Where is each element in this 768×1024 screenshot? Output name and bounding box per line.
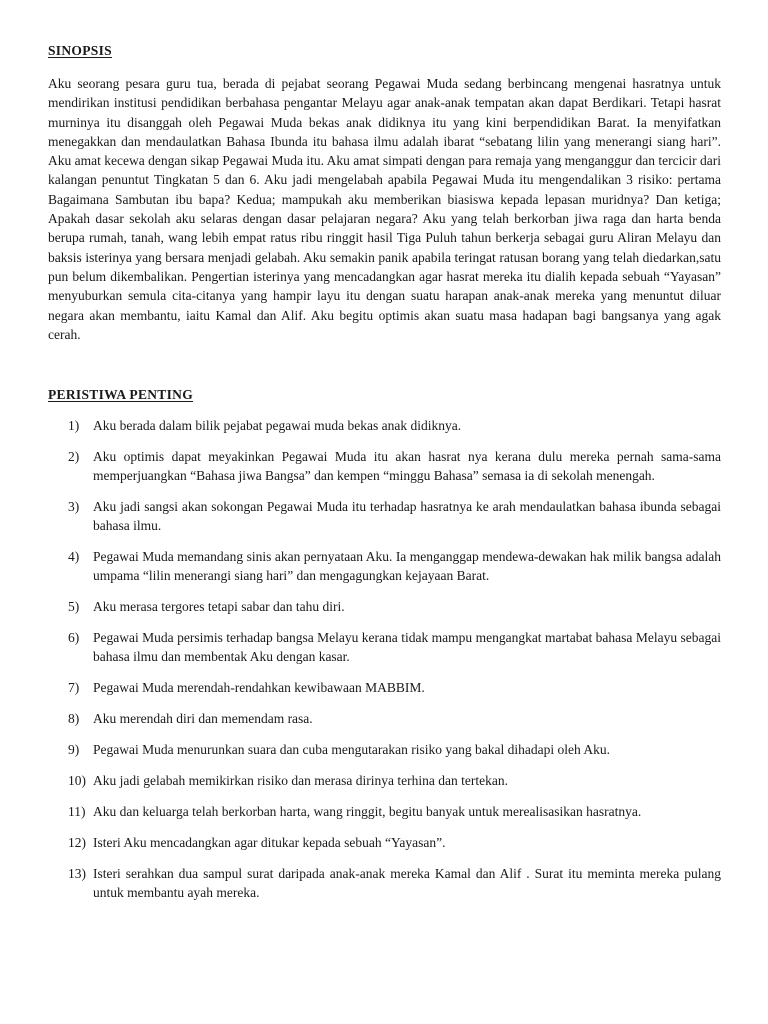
event-text: Pegawai Muda menurunkan suara dan cuba mengutarakan risiko yang bakal dihadapi oleh Aku. [93, 742, 610, 758]
synopsis-heading: SINOPSIS [48, 43, 112, 58]
event-number: 7) [68, 680, 80, 696]
event-number: 5) [68, 599, 80, 615]
event-text: Pegawai Muda memandang sinis akan pernyataan Aku. Ia menganggap mendewa-dewakan hak milik bangsa adalah umpama “lilin menerangi siang hari” dan mengagungkan kejayaan Barat. [93, 549, 721, 584]
event-item-8 [48, 709, 721, 728]
event-item-7 [48, 678, 721, 697]
event-text: Aku merendah diri dan memendam rasa. [93, 711, 313, 727]
event-item-2 [48, 447, 721, 485]
event-item-12 [48, 833, 721, 852]
event-text: Aku jadi sangsi akan sokongan Pegawai Muda itu terhadap hasratnya ke arah mendaulatkan bahasa ibunda sebagai bahasa ilmu. [93, 499, 721, 534]
event-text: Aku merasa tergores tetapi sabar dan tahu diri. [93, 599, 345, 615]
event-text: Isteri serahkan dua sampul surat daripada anak-anak mereka Kamal dan Alif . Surat itu meminta mereka pulang untuk membantu ayah mereka. [93, 866, 721, 901]
event-number: 1) [68, 418, 80, 434]
event-text: Pegawai Muda persimis terhadap bangsa Melayu kerana tidak mampu mengangkat martabat bahasa Melayu sebagai bahasa ilmu dan membentak Aku dengan kasar. [93, 630, 721, 665]
event-item-10 [48, 771, 721, 790]
event-item-11 [48, 802, 721, 821]
event-item-1 [48, 416, 721, 435]
key-events-section [48, 384, 721, 902]
event-text: Aku optimis dapat meyakinkan Pegawai Muda itu akan hasrat nya kerana dulu mereka pernah sama-sama memperjuangkan “Bahasa jiwa Bangsa” dan kempen “minggu Bahasa” semasa ia di sekolah menengah. [93, 449, 721, 484]
event-item-3 [48, 497, 721, 535]
event-item-9 [48, 740, 721, 759]
event-text: Aku jadi gelabah memikirkan risiko dan merasa dirinya terhina dan tertekan. [93, 773, 508, 789]
event-text: Aku berada dalam bilik pejabat pegawai muda bekas anak didiknya. [93, 418, 462, 434]
key-events-heading: PERISTIWA PENTING [48, 387, 194, 403]
event-text: Pegawai Muda merendah-rendahkan kewibawaan MABBIM. [93, 680, 425, 696]
event-number: 8) [68, 711, 80, 727]
event-number: 13) [68, 866, 86, 882]
event-number: 10) [68, 773, 86, 789]
event-number: 3) [68, 499, 80, 515]
event-text: Aku dan keluarga telah berkorban harta, wang ringgit, begitu banyak untuk merealisasikan hasratnya. [93, 804, 642, 820]
event-number: 4) [68, 549, 80, 565]
event-item-6 [48, 628, 721, 666]
event-number: 6) [68, 630, 80, 646]
event-item-4 [48, 547, 721, 585]
event-number: 2) [68, 449, 80, 465]
document-page [48, 40, 721, 914]
synopsis-section [48, 40, 721, 344]
synopsis-paragraph: Aku seorang pesara guru tua, berada di pejabat seorang Pegawai Muda sedang berbincang mengenai hasratnya untuk mendirikan institusi pendidikan berbahasa pengantar Melayu agar anak-anak tempatan akan dapat Berdikari. Tetapi hasrat murninya itu disanggah oleh Pegawai Muda bekas anak didiknya itu yang kini berpendidikan Barat. Ia menyifatkan menegakkan dan mendaulatkan Bahasa Ibunda itu bahasa ilmu adalah ibarat “sebatang lilin yang menerangi siang hari”. Aku amat kecewa dengan sikap Pegawai Muda itu. Aku amat simpati dengan para remaja yang menganggur dan tercicir dari kalangan penuntut Tingkatan 5 dan 6. Aku jadi mengelabah apabila Pegawai Muda itu mengendalikan 3 risiko: pertama Bagaimana Sambutan ibu bapa? Kedua; mampukah aku memberikan biasiswa kepada lepasan muridnya? Dan ketiga; Apakah dasar sekolah aku selaras dengan dasar pelajaran negara? Aku yang telah berkorban jiwa raga dan harta benda berupa rumah, tanah, wang lebih empat ratus ribu ringgit hasil Tiga Puluh tahun berkerja sebagai guru Aliran Melayu dan baksis isterinya yang bersara menjadi gelabah. Aku semakin panik apabila teringat ratusan borang yang telah diedarkan,satu pun belum dikembalikan. Pengertian isterinya yang mencadangkan agar hasrat mereka itu dialih kepada sebuah “Yayasan” menyuburkan semula cita-citanya yang hampir layu itu dengan suatu harapan anak-anak mereka yang menuntut diluar negara akan membantu, iaitu Kamal dan Alif. Aku begitu optimis akan suatu masa hadapan bagi bangsanya yang agak cerah. [48, 76, 721, 342]
key-events-list [48, 416, 721, 902]
event-number: 12) [68, 835, 86, 851]
event-number: 11) [68, 804, 86, 820]
event-item-13 [48, 864, 721, 902]
event-number: 9) [68, 742, 80, 758]
event-text: Isteri Aku mencadangkan agar ditukar kepada sebuah “Yayasan”. [93, 835, 446, 851]
event-item-5 [48, 597, 721, 616]
